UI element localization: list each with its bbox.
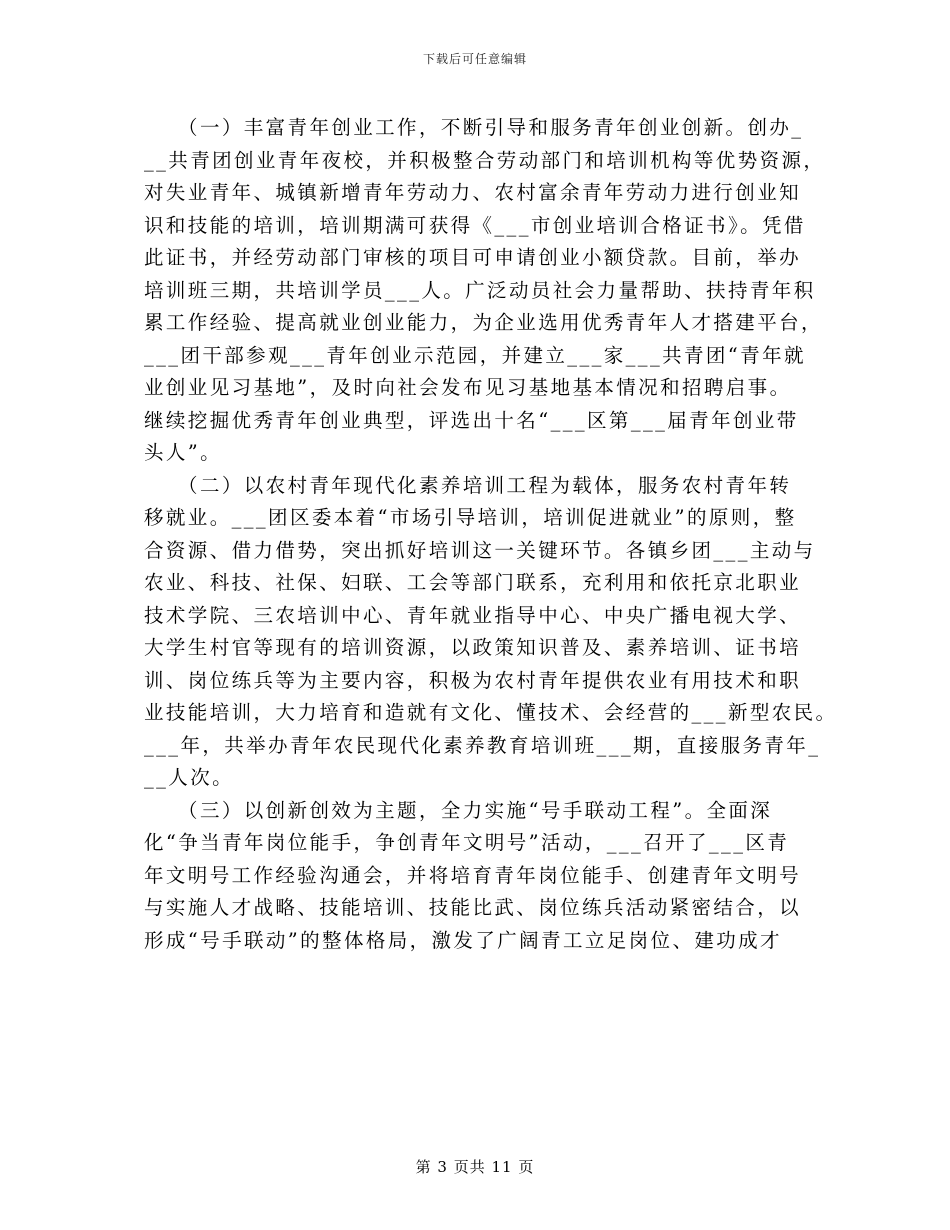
body-line: 业技能培训，大力培育和造就有文化、懂技术、会经营的___新型农民。 xyxy=(144,701,838,724)
page-header: 下载后可任意编辑 xyxy=(422,52,527,66)
body-line: 技术学院、三农培训中心、青年就业指导中心、中央广播电视大学、 xyxy=(144,603,802,627)
body-line: 培训班三期，共培训学员___人。广泛动员社会力量帮助、扶持青年积 xyxy=(144,278,816,302)
body-line: （一）丰富青年创业工作，不断引导和服务青年创业创新。创办_ xyxy=(144,116,804,139)
body-line: 对失业青年、城镇新增青年劳动力、农村富余青年劳动力进行创业知 xyxy=(144,181,802,204)
body-line: 农业、科技、社保、妇联、工会等部门联系，充利用和依托京北职业 xyxy=(144,571,802,594)
body-line: 继续挖掘优秀青年创业典型，评选出十名“___区第___届青年创业带 xyxy=(144,408,799,432)
body-line: 头人”。 xyxy=(144,441,223,464)
body-line: 识和技能的培训，培训期满可获得《___市创业培训合格证书》。凭借 xyxy=(144,213,806,237)
body-line: 形成“号手联动”的整体格局，激发了广阔青工立足岗位、建功成才 xyxy=(144,928,782,952)
body-line: 大学生村官等现有的培训资源，以政策知识普及、素养培训、证书培 xyxy=(144,636,802,659)
body-line: 训、岗位练兵等为主要内容，积极为农村青年提供农业有用技术和职 xyxy=(144,668,802,692)
body-line: 年文明号工作经验沟通会，并将培育青年岗位能手、创建青年文明号 xyxy=(144,863,802,887)
body-line: （三）以创新创效为主题，全力实施“号手联动工程”。全面深 xyxy=(144,798,773,822)
body-line: __人次。 xyxy=(144,766,235,789)
body-line: 此证书，并经劳动部门审核的项目可申请创业小额贷款。目前，举办 xyxy=(144,246,802,269)
body-line: 化“争当青年岗位能手，争创青年文明号”活动，___召开了___区青 xyxy=(144,831,790,854)
body-line: __共青团创业青年夜校，并积极整合劳动部门和培训机构等优势资源， xyxy=(144,148,826,172)
document-body xyxy=(144,112,838,957)
page-footer: 第 3 页共 11 页 xyxy=(415,1158,535,1176)
body-line: 合资源、借力借势，突出抓好培训这一关键环节。各镇乡团___主动与 xyxy=(144,538,816,562)
body-line: 业创业见习基地”，及时向社会发布见习基地基本情况和招聘启事。 xyxy=(144,376,792,399)
body-line: 移就业。___团区委本着“市场引导培训，培训促进就业”的原则，整 xyxy=(144,506,797,529)
body-line: （二）以农村青年现代化素养培训工程为载体，服务农村青年转 xyxy=(144,473,792,497)
body-line: 累工作经验、提高就业创业能力，为企业选用优秀青年人才搭建平台， xyxy=(144,311,823,334)
body-line: ___年，共举办青年农民现代化素养教育培训班___期，直接服务青年_ xyxy=(144,733,821,757)
body-line: ___团干部参观___青年创业示范园，并建立___家___共青团“青年就 xyxy=(144,343,806,367)
body-line: 与实施人才战略、技能培训、技能比武、岗位练兵活动紧密结合，以 xyxy=(144,896,802,919)
